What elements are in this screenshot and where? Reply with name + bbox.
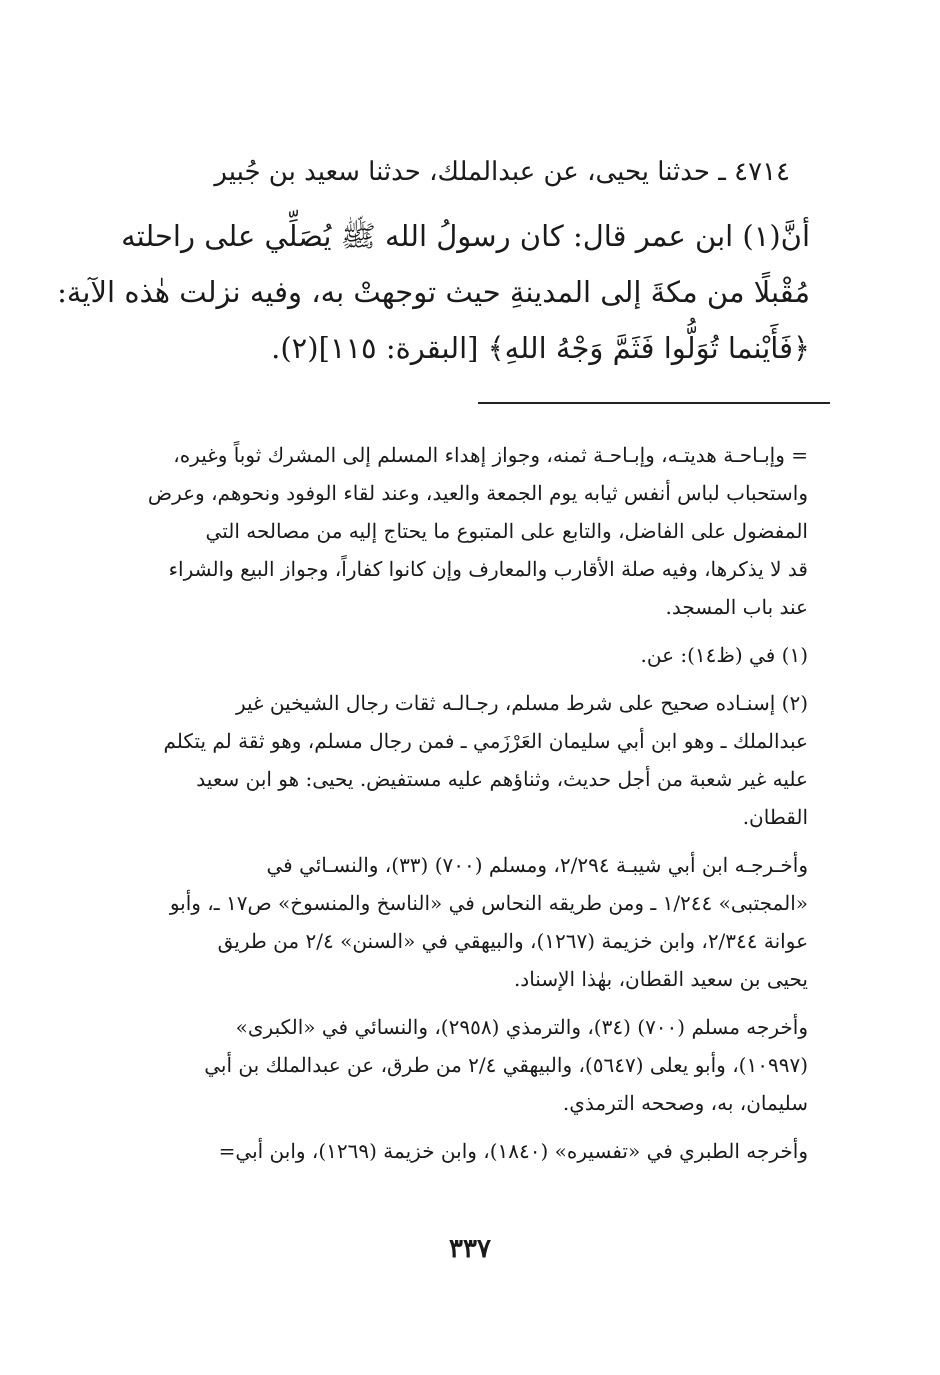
footnote-paragraph <box>132 846 808 998</box>
footnote-line: عبدالملك ـ وهو ابن أبي سليمان العَرْزَمي ـ فمن رجال مسلم، وهو ثقة لم يتكلم <box>163 729 808 753</box>
page-number: ٣٣٧ <box>449 1234 491 1264</box>
footnote-line: سليمان، به، وصححه الترمذي. <box>562 1091 808 1115</box>
footnote-line: «المجتبى» ١/٢٤٤ ـ ومن طريقه النحاس في «الناسخ والمنسوخ» ص١٧ ـ، وأبو <box>169 891 808 915</box>
footnotes-section <box>132 436 808 1180</box>
footnote-line: عوانة ٢/٣٤٤، وابن خزيمة (١٢٦٧)، والبيهقي في «السنن» ٢/٤ من طريق <box>217 929 808 953</box>
footnote-line: وأخـرجـه ابن أبي شيبـة ٢/٢٩٤، ومسلم (٧٠٠) (٣٣)، والنسـائي في <box>266 853 808 877</box>
footnote-continuation <box>132 436 808 626</box>
footnote-line: واستحباب لباس أنفس ثيابه يوم الجمعة والعيد، وعند لقاء الوفود ونحوهم، وعرض <box>147 481 808 505</box>
hadith-line: مُقْبلًا من مكةَ إلى المدينةِ حيث توجهتْ به، وفيه نزلت هٰذه الآية: <box>57 275 810 309</box>
footnote-paragraph <box>132 1008 808 1122</box>
footnote-line: (١٠٩٩٧)، وأبو يعلى (٥٦٤٧)، والبيهقي ٢/٤ من طرق، عن عبدالملك بن أبي <box>204 1053 808 1077</box>
footnote-line: يحيى بن سعيد القطان، بهٰذا الإسناد. <box>513 967 808 991</box>
footnote-1 <box>132 636 808 674</box>
footnote-line: عليه غير شعبة من أجل حديث، وثناؤهم عليه مستفيض. يحيى: هو ابن سعيد <box>196 767 808 791</box>
footnote-line: قد لا يذكرها، وفيه صلة الأقارب والمعارف وإن كانوا كفاراً، وجواز البيع والشراء <box>168 557 808 581</box>
hadith-line: أنَّ(١) ابن عمر قال: كان رسولُ الله ﷺ يُصَلِّي على راحلته <box>121 219 810 253</box>
footnote-2 <box>132 684 808 836</box>
hadith-header: ٤٧١٤ ـ حدثنا يحيى، عن عبدالملك، حدثنا سعيد بن جُبير <box>214 157 790 187</box>
hadith-line: ﴿فَأَيْنما تُوَلُّوا فَثَمَّ وَجْهُ اللهِ﴾ [البقرة: ١١٥](٢). <box>271 331 810 365</box>
footnote-line: القطان. <box>742 805 808 829</box>
footnote-line: (١) في (ظ١٤): عن. <box>640 643 808 667</box>
footnote-line: (٢) إسنـاده صحيح على شرط مسلم، رجـالـه ثقات رجال الشيخين غير <box>235 691 808 715</box>
footnote-paragraph <box>132 1132 808 1170</box>
footnote-line: وأخرجه مسلم (٧٠٠) (٣٤)، والترمذي (٢٩٥٨)، والنسائي في «الكبرى» <box>235 1015 808 1039</box>
footnote-line: = وإبـاحـة هديتـه، وإبـاحـة ثمنه، وجواز إهداء المسلم إلى المشرك ثوباً وغيره، <box>173 443 808 467</box>
hadith-body <box>57 208 810 376</box>
footnote-line: عند باب المسجد. <box>665 595 808 619</box>
footnote-line: المفضول على الفاضل، والتابع على المتبوع ما يحتاج إليه من مصالحه التي <box>205 519 808 543</box>
footnote-divider <box>478 402 830 404</box>
footnote-line: وأخرجه الطبري في «تفسيره» (١٨٤٠)، وابن خزيمة (١٢٦٩)، وابن أبي= <box>218 1139 808 1163</box>
